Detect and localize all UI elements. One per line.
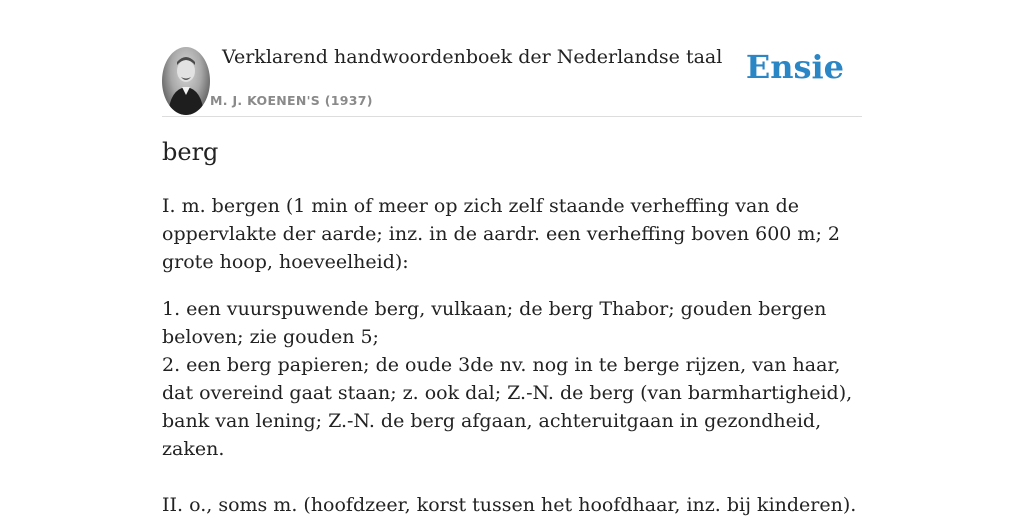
sense-1-example-2: 2. een berg papieren; de oude 3de nv. nog in te berge rijzen, van haar, dat overeind gaat staan; z. ook dal; Z.-N. de berg (van barmhartigheid), bank van lening; Z.-N. de berg afgaan, achteruitgaan in gezondheid, zaken. [162, 354, 853, 460]
dictionary-header [162, 44, 862, 117]
sense-1-definition: I. m. bergen (1 min of meer op zich zelf staande verheffing van de oppervlakte der aarde; inz. in de aardr. een verheffing boven 600 m; 2 grote hoop, hoeveelheid): [162, 195, 840, 273]
sense-2-definition: II. o., soms m. (hoofdzeer, korst tussen het hoofdhaar, inz. bij kinderen). [162, 494, 857, 516]
portrait-photo-icon [162, 47, 210, 115]
author-label: M. J. KOENEN'S (1937) [210, 93, 373, 108]
author-portrait [162, 47, 210, 115]
book-title: Verklarend handwoordenboek der Nederlandse taal [222, 46, 723, 68]
sense-1-example-1: 1. een vuurspuwende berg, vulkaan; de berg Thabor; gouden bergen beloven; zie gouden 5; [162, 298, 827, 348]
entry-body [162, 192, 862, 519]
ensie-logo-link[interactable]: Ensie [745, 48, 844, 86]
entry-headword: berg [162, 138, 219, 166]
